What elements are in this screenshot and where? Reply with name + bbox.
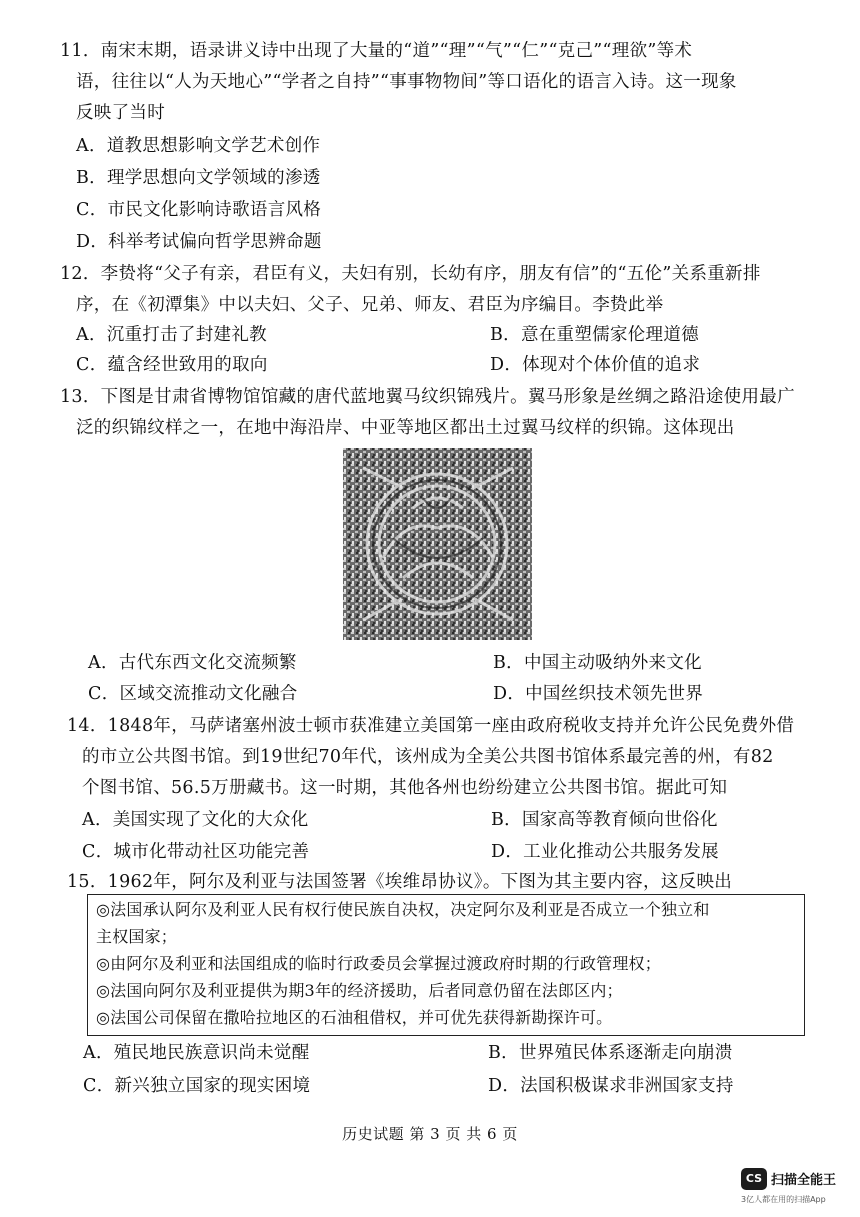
q15-option-b: B．世界殖民体系逐渐走向崩溃 xyxy=(488,1043,733,1063)
box-line-5: ◎法国公司保留在撒哈拉地区的石油租借权，并可优先获得新勘探许可。 xyxy=(96,1008,613,1027)
scanner-watermark xyxy=(741,1168,851,1210)
winged-horse-brocade-image xyxy=(343,448,532,640)
q14-stem-line-3: 个图书馆、56.5万册藏书。这一时期，其他各州也纷纷建立公共图书馆。据此可知 xyxy=(82,778,728,798)
q13-option-d: D．中国丝织技术领先世界 xyxy=(493,684,704,704)
box-line-4: ◎法国向阿尔及利亚提供为期3年的经济援助，后者同意仍留在法郎区内； xyxy=(96,981,623,1000)
page-footer: 历史试题 第 3 页 共 6 页 xyxy=(342,1125,518,1143)
q15-stem-line-1: 15．1962年，阿尔及利亚与法国签署《埃维昂协议》。下图为其主要内容，这反映出 xyxy=(67,872,733,892)
q11-stem-line-3: 反映了当时 xyxy=(76,103,165,123)
camscanner-logo-icon: CS xyxy=(741,1168,767,1190)
box-line-2: 主权国家； xyxy=(96,927,178,946)
q12-stem-line-2: 序，在《初潭集》中以夫妇、父子、兄弟、师友、君臣为序编目。李贽此举 xyxy=(76,295,664,315)
q11-option-c: C．市民文化影响诗歌语言风格 xyxy=(76,200,322,220)
q14-option-b: B．国家高等教育倾向世俗化 xyxy=(491,810,718,830)
q14-option-d: D．工业化推动公共服务发展 xyxy=(491,842,719,862)
q12-option-c: C．蕴含经世致用的取向 xyxy=(76,355,268,375)
q12-stem-line-1: 12．李贽将“父子有亲，君臣有义，夫妇有别，长幼有序，朋友有信”的“五伦”关系重新排 xyxy=(60,264,761,284)
q13-option-b: B．中国主动吸纳外来文化 xyxy=(493,653,702,673)
scanner-app-name: 扫描全能王 xyxy=(771,1173,837,1188)
box-line-1: ◎法国承认阿尔及利亚人民有权行使民族自决权，决定阿尔及利亚是否成立一个独立和 xyxy=(96,900,710,919)
q13-option-a: A．古代东西文化交流频繁 xyxy=(88,653,297,673)
q13-stem-line-1: 13．下图是甘肃省博物馆馆藏的唐代蓝地翼马纹织锦残片。翼马形象是丝绸之路沿途使用最广 xyxy=(60,387,795,407)
scanner-tagline: 3亿人都在用的扫描App xyxy=(741,1195,826,1204)
q12-option-d: D．体现对个体价值的追求 xyxy=(490,355,701,375)
q12-option-b: B．意在重塑儒家伦理道德 xyxy=(490,325,699,345)
q11-option-a: A．道教思想影响文学艺术创作 xyxy=(76,136,321,156)
evian-accords-content-box xyxy=(87,894,805,1036)
q12-option-a: A．沉重打击了封建礼教 xyxy=(76,325,267,345)
q15-option-a: A．殖民地民族意识尚未觉醒 xyxy=(83,1043,310,1063)
q14-stem-line-2: 的市立公共图书馆。到19世纪70年代，该州成为全美公共图书馆体系最完善的州，有82 xyxy=(82,747,774,767)
q11-stem-line-1: 11．南宋末期，语录讲义诗中出现了大量的“道”“理”“气”“仁”“克己”“理欲”等术 xyxy=(60,41,693,61)
q11-option-b: B．理学思想向文学领域的渗透 xyxy=(76,168,321,188)
q14-option-a: A．美国实现了文化的大众化 xyxy=(82,810,309,830)
q13-stem-line-2: 泛的织锦纹样之一，在地中海沿岸、中亚等地区都出土过翼马纹样的织锦。这体现出 xyxy=(76,418,735,438)
q11-option-d: D．科举考试偏向哲学思辨命题 xyxy=(76,232,322,252)
q11-stem-line-2: 语，往往以“人为天地心”“学者之自持”“事事物物间”等口语化的语言入诗。这一现象 xyxy=(76,72,737,92)
q15-option-c: C．新兴独立国家的现实困境 xyxy=(83,1076,311,1096)
q14-stem-line-1: 14．1848年，马萨诸塞州波士顿市获准建立美国第一座由政府税收支持并允许公民免费外借 xyxy=(67,716,795,736)
box-line-3: ◎由阿尔及利亚和法国组成的临时行政委员会掌握过渡政府时期的行政管理权； xyxy=(96,954,661,973)
q13-option-c: C．区域交流推动文化融合 xyxy=(88,684,298,704)
q14-option-c: C．城市化带动社区功能完善 xyxy=(82,842,310,862)
brocade-pattern xyxy=(343,448,532,640)
q15-option-d: D．法国积极谋求非洲国家支持 xyxy=(488,1076,734,1096)
